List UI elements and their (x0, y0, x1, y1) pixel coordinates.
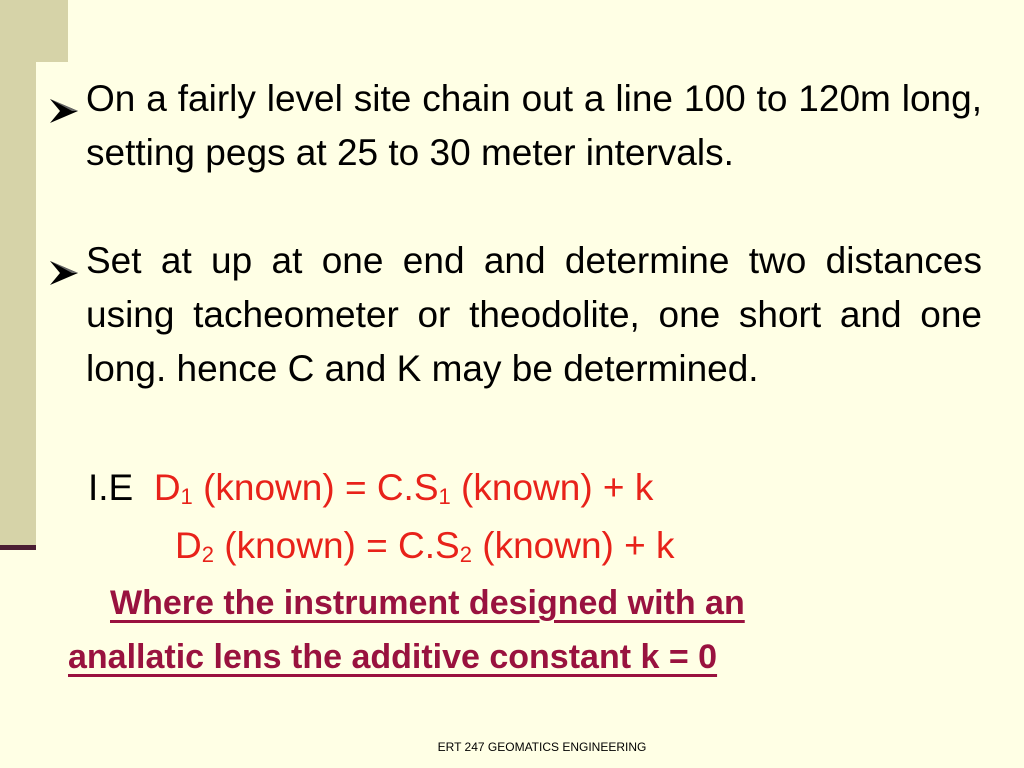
eq1-mid: (known) = C.S (192, 467, 439, 508)
decorative-divider-line (0, 545, 36, 550)
eq2-d: D (175, 525, 202, 566)
arrow-bullet-icon (48, 248, 84, 276)
arrow-bullet-icon (48, 86, 84, 114)
eq1-d: D (153, 467, 181, 508)
eq2-end: (known) + k (471, 525, 675, 566)
eq1-end: (known) + k (450, 467, 654, 508)
equation-1 (154, 467, 654, 508)
decorative-side-bar (0, 0, 36, 545)
bullet-item-2 (48, 234, 982, 396)
equation-line-2 (175, 524, 675, 568)
bullet-item-1 (48, 72, 982, 180)
eq2-s-sub: 2 (459, 542, 472, 567)
equation-line-1 (88, 466, 653, 510)
footer-text: ERT 247 GEOMATICS ENGINEERING (437, 740, 647, 754)
note-line-2: anallatic lens the additive constant k = 0 (68, 638, 718, 676)
bullet-text: On a fairly level site chain out a line 100 to 120m long, setting pegs at 25 to 30 meter intervals. (86, 78, 982, 173)
slide-footer (0, 740, 1024, 754)
eq2-mid: (known) = C.S (213, 525, 460, 566)
eq1-s-sub: 1 (438, 484, 451, 509)
decorative-top-bar (36, 0, 68, 62)
eq1-d-sub: 1 (180, 484, 193, 509)
bullet-text: Set at up at one end and determine two distances using tacheometer or theodolite, one short and one long. hence C and K may be determined. (86, 240, 982, 389)
note-line-1: Where the instrument designed with an (110, 584, 745, 622)
eq2-d-sub: 2 (201, 542, 214, 567)
equation-2 (175, 525, 675, 566)
equation-prefix: I.E (88, 467, 134, 508)
